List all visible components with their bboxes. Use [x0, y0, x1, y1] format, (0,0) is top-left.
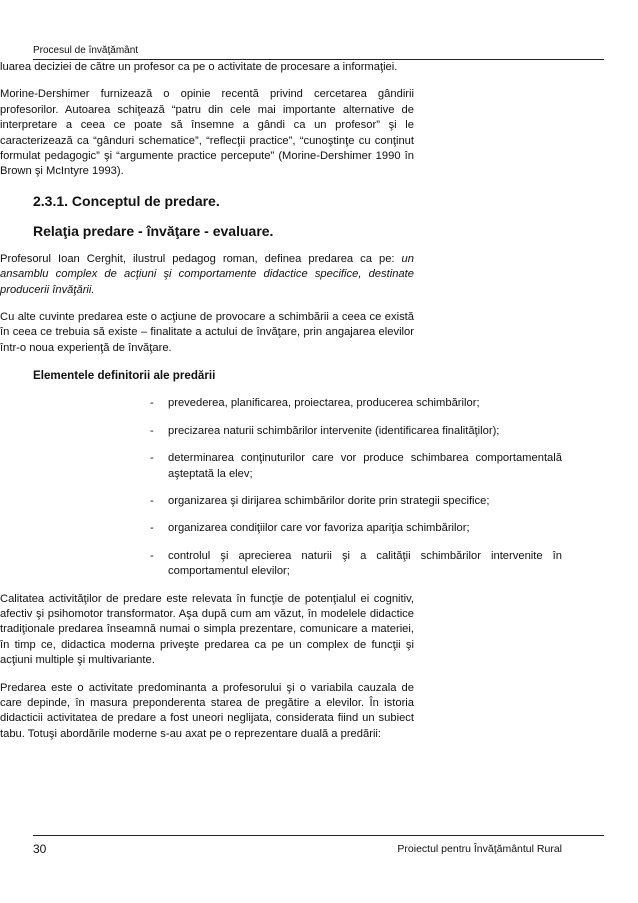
list-item	[148, 424, 562, 439]
elements-heading: Elementele definitorii ale predării	[33, 369, 216, 383]
paragraph-cerghit-definition	[0, 252, 414, 298]
paragraph-other-words: Cu alte cuvinte predarea este o acţiune de provocare a schimbării a ceea ce există în ceea ce trebuia să existe – finalitate a actului de învăţare, prin angajarea elevilor într-o noua experienţă de învăţare.	[0, 311, 414, 354]
list-item	[148, 396, 562, 411]
page-number: 30	[33, 842, 47, 856]
list-item-text: determinarea conţinuturilor care vor produce schimbarea comportamentală aşteptată la elev;	[168, 452, 562, 480]
bullet-dash: -	[150, 397, 154, 410]
bullet-dash: -	[150, 452, 154, 465]
bullet-dash: -	[150, 494, 154, 507]
footer-project-title: Proiectul pentru Învăţământul Rural	[397, 843, 562, 855]
paragraph-predominant: Predarea este o activitate predominanta a profesorului şi o variabila cauzala de care depinde, în masura preponderenta starea de pregătire a elevilor. În istoria didacticii activitatea de predare a fost uneori neglijata, considerata fiind un subiect tabu. Totuşi abordările moderne s-au axat pe o reprezentare duală a predării:	[0, 681, 414, 740]
list-item	[148, 494, 562, 509]
definition-elements-list	[148, 396, 562, 579]
running-header: Procesul de învăţământ	[33, 45, 139, 56]
list-item-text: organizarea şi dirijarea schimbărilor dorite prin strategii specifice;	[168, 494, 490, 507]
bullet-dash: -	[150, 424, 154, 437]
page-body	[0, 60, 638, 754]
list-item-text: prevederea, planificarea, proiectarea, producerea schimbărilor;	[168, 397, 480, 410]
subsection-heading: Relaţia predare - învăţare - evaluare.	[33, 222, 274, 239]
definition-lead: Profesorul Ioan Cerghit, ilustrul pedagog roman, definea predarea ca pe:	[0, 252, 402, 265]
list-item-text: precizarea naturii schimbărilor intervenite (identificarea finalităţilor);	[168, 424, 500, 437]
section-heading: 2.3.1. Conceptul de predare.	[33, 192, 220, 209]
list-item-text: organizarea condiţiilor care vor favoriza apariţia schimbărilor;	[168, 522, 470, 535]
footer-rule	[33, 835, 604, 836]
list-item-text: controlul şi aprecierea naturii şi a calităţii schimbărilor intervenite în comportamentul elevilor;	[168, 549, 562, 578]
list-item	[148, 549, 562, 580]
paragraph-quality: Calitatea activităţilor de predare este relevata în funcţie de potenţialul ei cognitiv, afectiv şi psihomotor transformator. Aşa după cum am văzut, în modelele didactice tradiţionale predarea înseamnă numai o simpla prezentare, comunicare a materiei, în timp ce, didactica moderna priveşte predarea ca pe un complex de funcţii şi acţiuni multiple şi multivariante.	[0, 592, 414, 667]
bullet-dash: -	[150, 549, 154, 562]
definition-italic: un ansamblu complex de acţiuni şi comportamente didactice specifice, destinate producerii învăţării.	[0, 252, 414, 296]
paragraph-decision: luarea deciziei de către un profesor ca pe o activitate de procesare a informaţiei.	[0, 61, 398, 73]
list-item	[148, 451, 562, 482]
paragraph-morine-dershimer: Morine-Dershimer furnizează o opinie recentă privind cercetarea gândirii profesorilor. Autoarea schiţează “patru din cele mai importante alternative de interpretare a ceea ce poate să însemne a gândi ca un profesor” şi le caracterizează ca “gânduri schematice”, “reflecţii practice”, “cunoştinţe cu conţinut formulat pedagogic” şi “argumente practice percepute” (Morine-Dershimer 1990 în Brown şi McIntyre 1993).	[0, 88, 414, 178]
bullet-dash: -	[150, 522, 154, 535]
list-item	[148, 521, 562, 536]
